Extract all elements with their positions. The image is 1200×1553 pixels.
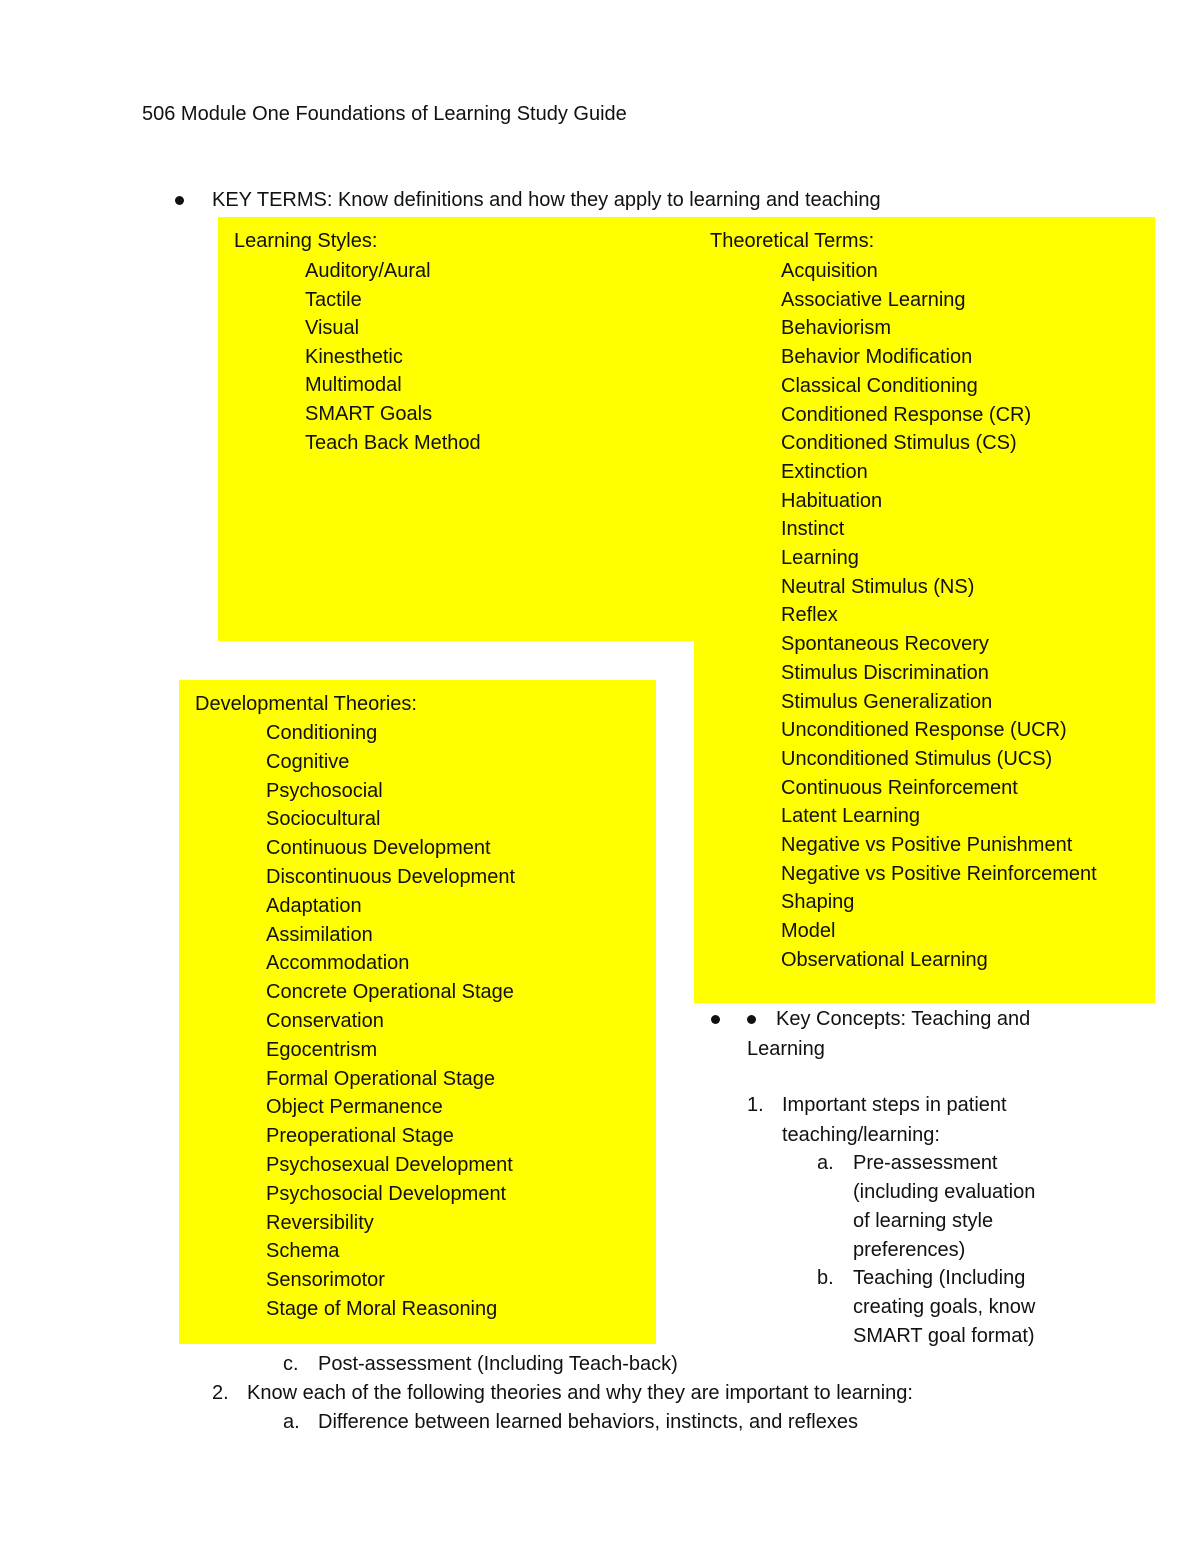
page-title: 506 Module One Foundations of Learning Study Guide	[142, 103, 627, 125]
learning-styles-box	[218, 217, 695, 641]
theoretical-term-item: Acquisition	[781, 260, 878, 282]
theoretical-term-item: Habituation	[781, 489, 883, 512]
developmental-theory-item: Sociocultural	[266, 808, 381, 831]
theoretical-term-item: Learning	[781, 547, 859, 569]
sub-a-line: (including evaluation	[853, 1181, 1036, 1203]
theoretical-term-item: Classical Conditioning	[781, 374, 978, 397]
step-number: 1.	[747, 1094, 764, 1116]
developmental-theory-item: Psychosexual Development	[266, 1154, 513, 1176]
sub-a-line: preferences)	[853, 1239, 966, 1261]
sub-label: c.	[283, 1353, 299, 1375]
sub-label: a.	[283, 1411, 300, 1433]
theoretical-terms-heading: Theoretical Terms:	[710, 230, 875, 252]
developmental-theory-item: Sensorimotor	[266, 1269, 385, 1292]
learning-style-item: Tactile	[305, 288, 362, 311]
theoretical-term-item: Spontaneous Recovery	[781, 633, 989, 656]
sub-a-line: Pre-assessment	[853, 1152, 998, 1174]
theoretical-term-item: Unconditioned Stimulus (UCS)	[781, 747, 1053, 770]
theoretical-term-item: Behaviorism	[781, 317, 892, 340]
key-terms-heading: KEY TERMS: Know definitions and how they apply to learning and teaching	[212, 189, 881, 211]
developmental-theories-box	[179, 680, 656, 1344]
developmental-theory-item: Conservation	[266, 1010, 384, 1032]
learning-styles-heading: Learning Styles:	[234, 230, 378, 252]
theoretical-term-item: Neutral Stimulus (NS)	[781, 575, 975, 598]
step2a-text: Difference between learned behaviors, instincts, and reflexes	[318, 1411, 858, 1433]
learning-style-item: SMART Goals	[305, 403, 433, 425]
step-number: 2.	[212, 1382, 229, 1404]
bullet-dot	[747, 1015, 756, 1024]
theoretical-term-item: Unconditioned Response (UCR)	[781, 719, 1067, 742]
developmental-theory-item: Schema	[266, 1240, 340, 1263]
step2-text: Know each of the following theories and why they are important to learning:	[247, 1382, 913, 1404]
learning-style-item: Visual	[305, 317, 360, 340]
theoretical-term-item: Observational Learning	[781, 948, 988, 971]
step1-text: Important steps in patient	[782, 1094, 1007, 1116]
developmental-theory-item: Assimilation	[266, 923, 373, 946]
sub-b-line: SMART goal format)	[853, 1325, 1035, 1347]
developmental-theory-item: Egocentrism	[266, 1038, 378, 1061]
developmental-theory-item: Accommodation	[266, 952, 410, 975]
sub-b-line: creating goals, know	[853, 1296, 1036, 1318]
developmental-theory-item: Object Permanence	[266, 1096, 443, 1119]
sub-a-line: of learning style	[853, 1210, 994, 1232]
theoretical-term-item: Conditioned Stimulus (CS)	[781, 432, 1017, 455]
key-concepts-heading-cont: Learning	[747, 1038, 825, 1060]
theoretical-term-item: Latent Learning	[781, 805, 921, 828]
sub-b-line: Teaching (Including	[853, 1267, 1026, 1289]
theoretical-term-item: Negative vs Positive Punishment	[781, 834, 1073, 856]
step1-text-cont: teaching/learning:	[782, 1124, 940, 1146]
theoretical-term-item: Reflex	[781, 604, 838, 627]
developmental-theory-item: Preoperational Stage	[266, 1125, 454, 1148]
developmental-theory-item: Continuous Development	[266, 837, 491, 860]
key-concepts-heading: Key Concepts: Teaching and	[776, 1008, 1031, 1030]
learning-style-item: Auditory/Aural	[305, 260, 431, 282]
developmental-theory-item: Formal Operational Stage	[266, 1067, 496, 1090]
developmental-theory-item: Conditioning	[266, 722, 378, 744]
developmental-theory-item: Adaptation	[266, 894, 362, 917]
learning-style-item: Kinesthetic	[305, 345, 403, 368]
learning-style-item: Multimodal	[305, 374, 402, 397]
theoretical-term-item: Extinction	[781, 460, 868, 483]
developmental-theory-item: Stage of Moral Reasoning	[266, 1298, 498, 1320]
bullet-dot	[711, 1015, 720, 1024]
developmental-theory-item: Reversibility	[266, 1211, 374, 1234]
theoretical-term-item: Shaping	[781, 891, 855, 914]
theoretical-term-item: Continuous Reinforcement	[781, 776, 1018, 799]
developmental-theory-item: Psychosocial	[266, 779, 383, 802]
theoretical-term-item: Negative vs Positive Reinforcement	[781, 862, 1097, 885]
theoretical-term-item: Instinct	[781, 518, 845, 541]
learning-style-item: Teach Back Method	[305, 431, 481, 454]
theoretical-term-item: Associative Learning	[781, 288, 966, 311]
theoretical-term-item: Model	[781, 920, 836, 943]
developmental-theories-heading: Developmental Theories:	[195, 693, 417, 715]
bullet-dot	[175, 196, 184, 205]
theoretical-term-item: Behavior Modification	[781, 346, 973, 369]
sub-label: a.	[817, 1152, 834, 1174]
developmental-theory-item: Concrete Operational Stage	[266, 981, 514, 1004]
sub-c-text: Post-assessment (Including Teach-back)	[318, 1353, 678, 1375]
developmental-theory-item: Cognitive	[266, 750, 350, 773]
theoretical-term-item: Conditioned Response (CR)	[781, 403, 1032, 426]
theoretical-term-item: Stimulus Discrimination	[781, 661, 989, 684]
sub-label: b.	[817, 1267, 834, 1289]
developmental-theory-item: Psychosocial Development	[266, 1182, 507, 1205]
theoretical-term-item: Stimulus Generalization	[781, 690, 993, 713]
developmental-theory-item: Discontinuous Development	[266, 866, 516, 888]
